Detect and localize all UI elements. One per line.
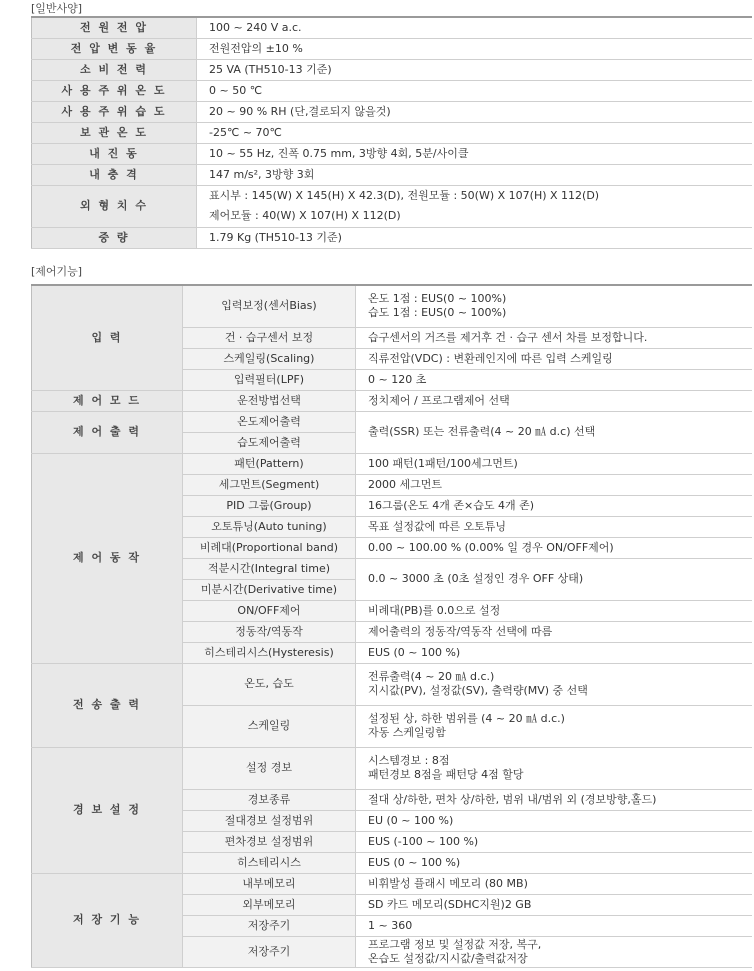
row-sublabel: PID 그룹(Group) <box>183 495 356 516</box>
row-label: 소 비 전 력 <box>32 59 197 80</box>
table-row <box>32 38 752 59</box>
row-value-line: 전류출력(4 ~ 20 ㎃ d.c.) <box>368 670 495 683</box>
row-value-line: 패턴경보 8점을 패턴당 4점 할당 <box>368 768 524 781</box>
row-sublabel: 히스테리시스(Hysteresis) <box>183 642 356 663</box>
row-sublabel: 습도제어출력 <box>183 432 356 453</box>
table-row <box>32 411 752 432</box>
table-row <box>32 101 752 122</box>
general-spec-table <box>31 16 752 249</box>
row-label: 내 진 동 <box>32 143 197 164</box>
row-value: 1.79 Kg (TH510-13 기준) <box>197 227 752 248</box>
row-label: 내 충 격 <box>32 164 197 185</box>
row-sublabel: 히스테리시스 <box>183 852 356 873</box>
row-sublabel: 설정 경보 <box>183 747 356 789</box>
row-label: 외 형 치 수 <box>32 185 197 227</box>
row-sublabel: 경보종류 <box>183 789 356 810</box>
row-value-line: 설정된 상, 하한 범위를 (4 ~ 20 ㎃ d.c.) <box>368 712 565 725</box>
row-value <box>356 747 752 789</box>
row-value: 20 ~ 90 % RH (단,결로되지 않을것) <box>197 101 752 122</box>
group-label-mode: 제 어 모 드 <box>32 390 183 411</box>
row-sublabel: 저장주기 <box>183 936 356 967</box>
row-label: 사 용 주 위 습 도 <box>32 101 197 122</box>
row-sublabel: 스케일링(Scaling) <box>183 348 356 369</box>
row-label: 전 원 전 압 <box>32 17 197 38</box>
row-value: 정치제어 / 프로그램제어 선택 <box>356 390 752 411</box>
table-row <box>32 453 752 474</box>
control-section-title: [제어기능] <box>31 265 83 278</box>
row-value <box>356 285 752 327</box>
control-spec-table <box>31 284 752 968</box>
table-row <box>32 143 752 164</box>
row-sublabel: 정동작/역동작 <box>183 621 356 642</box>
row-value: 비례대(PB)를 0.0으로 설정 <box>356 600 752 621</box>
row-value-line: 지시값(PV), 설정값(SV), 출력량(MV) 중 선택 <box>368 684 588 697</box>
row-sublabel: 저장주기 <box>183 915 356 936</box>
row-value: EU (0 ~ 100 %) <box>356 810 752 831</box>
row-sublabel: 외부메모리 <box>183 894 356 915</box>
table-row <box>32 227 752 248</box>
table-row <box>32 80 752 101</box>
row-label: 보 관 온 도 <box>32 122 197 143</box>
row-value <box>356 936 752 967</box>
row-sublabel: 입력보정(센서Bias) <box>183 285 356 327</box>
row-value: 습구센서의 거즈를 제거후 건 · 습구 센서 차를 보정합니다. <box>356 327 752 348</box>
row-value-line: 자동 스케일링함 <box>368 726 446 739</box>
row-value: 직류전압(VDC) : 변환레인지에 따른 입력 스케일링 <box>356 348 752 369</box>
row-sublabel: 오토튜닝(Auto tuning) <box>183 516 356 537</box>
table-row <box>32 663 752 705</box>
row-sublabel: 건 · 습구센서 보정 <box>183 327 356 348</box>
table-row <box>32 122 752 143</box>
row-value: EUS (0 ~ 100 %) <box>356 642 752 663</box>
row-value: 147 m/s², 3방향 3회 <box>197 164 752 185</box>
row-value: 2000 세그먼트 <box>356 474 752 495</box>
row-value <box>197 185 752 227</box>
row-label: 사 용 주 위 온 도 <box>32 80 197 101</box>
group-label-operation: 제 어 동 작 <box>32 453 183 663</box>
row-value: 0 ~ 120 초 <box>356 369 752 390</box>
row-label: 중 량 <box>32 227 197 248</box>
row-value: 100 ~ 240 V a.c. <box>197 17 752 38</box>
table-row <box>32 59 752 80</box>
group-label-storage: 저 장 기 능 <box>32 873 183 967</box>
row-value: 비휘발성 플래시 메모리 (80 MB) <box>356 873 752 894</box>
row-value-line: 제어모듈 : 40(W) X 107(H) X 112(D) <box>209 209 401 222</box>
row-value: EUS (0 ~ 100 %) <box>356 852 752 873</box>
row-value-line: 표시부 : 145(W) X 145(H) X 42.3(D), 전원모듈 : 50(W) X 107(H) X 112(D) <box>209 189 600 202</box>
row-sublabel: 미분시간(Derivative time) <box>183 579 356 600</box>
row-value: SD 카드 메모리(SDHC지원)2 GB <box>356 894 752 915</box>
row-sublabel: 온도, 습도 <box>183 663 356 705</box>
row-value-line: 온도 1점 : EUS(0 ~ 100%) <box>368 292 507 306</box>
row-sublabel: 절대경보 설정범위 <box>183 810 356 831</box>
row-sublabel: 편차경보 설정범위 <box>183 831 356 852</box>
row-value: 목표 설정값에 따른 오토튜닝 <box>356 516 752 537</box>
row-value-line: 시스템경보 : 8점 <box>368 754 450 767</box>
row-value: 전원전압의 ±10 % <box>197 38 752 59</box>
row-sublabel: 비례대(Proportional band) <box>183 537 356 558</box>
table-row <box>32 873 752 894</box>
row-sublabel: 스케일링 <box>183 705 356 747</box>
row-value-line: 습도 1점 : EUS(0 ~ 100%) <box>368 306 507 320</box>
general-section-title: [일반사양] <box>31 2 83 15</box>
row-value-line: 온습도 설정값/지시값/출력값저장 <box>368 951 528 965</box>
row-value: 0.00 ~ 100.00 % (0.00% 일 경우 ON/OFF제어) <box>356 537 752 558</box>
row-value: 절대 상/하한, 편차 상/하한, 범위 내/범위 외 (경보방향,홀드) <box>356 789 752 810</box>
table-row <box>32 285 752 327</box>
row-value: 10 ~ 55 Hz, 진폭 0.75 mm, 3방향 4회, 5분/사이클 <box>197 143 752 164</box>
table-row <box>32 390 752 411</box>
row-sublabel: 운전방법선택 <box>183 390 356 411</box>
row-value-line: 프로그램 정보 및 설정값 저장, 복구, <box>368 937 542 951</box>
row-sublabel: 세그먼트(Segment) <box>183 474 356 495</box>
row-sublabel: ON/OFF제어 <box>183 600 356 621</box>
row-sublabel: 입력필터(LPF) <box>183 369 356 390</box>
row-value: 0.0 ~ 3000 초 (0초 설정인 경우 OFF 상태) <box>356 558 752 600</box>
table-row <box>32 185 752 227</box>
row-value <box>356 663 752 705</box>
row-sublabel: 내부메모리 <box>183 873 356 894</box>
row-value: 25 VA (TH510-13 기준) <box>197 59 752 80</box>
row-value <box>356 705 752 747</box>
table-row <box>32 164 752 185</box>
row-label: 전 압 변 동 율 <box>32 38 197 59</box>
row-value: EUS (-100 ~ 100 %) <box>356 831 752 852</box>
group-label-output: 제 어 출 력 <box>32 411 183 453</box>
table-row <box>32 747 752 789</box>
row-sublabel: 패턴(Pattern) <box>183 453 356 474</box>
row-value: 1 ~ 360 <box>356 915 752 936</box>
group-label-transmission: 전 송 출 력 <box>32 663 183 747</box>
table-row <box>32 17 752 38</box>
row-value: -25℃ ~ 70℃ <box>197 122 752 143</box>
group-label-alarm: 경 보 설 정 <box>32 747 183 873</box>
row-sublabel: 온도제어출력 <box>183 411 356 432</box>
row-value: 제어출력의 정동작/역동작 선택에 따름 <box>356 621 752 642</box>
row-value: 100 패턴(1패턴/100세그먼트) <box>356 453 752 474</box>
row-value: 출력(SSR) 또는 전류출력(4 ~ 20 ㎃ d.c) 선택 <box>356 411 752 453</box>
row-value: 16그룹(온도 4개 존×습도 4개 존) <box>356 495 752 516</box>
group-label-input: 입 력 <box>32 285 183 390</box>
row-value: 0 ~ 50 ℃ <box>197 80 752 101</box>
row-sublabel: 적분시간(Integral time) <box>183 558 356 579</box>
